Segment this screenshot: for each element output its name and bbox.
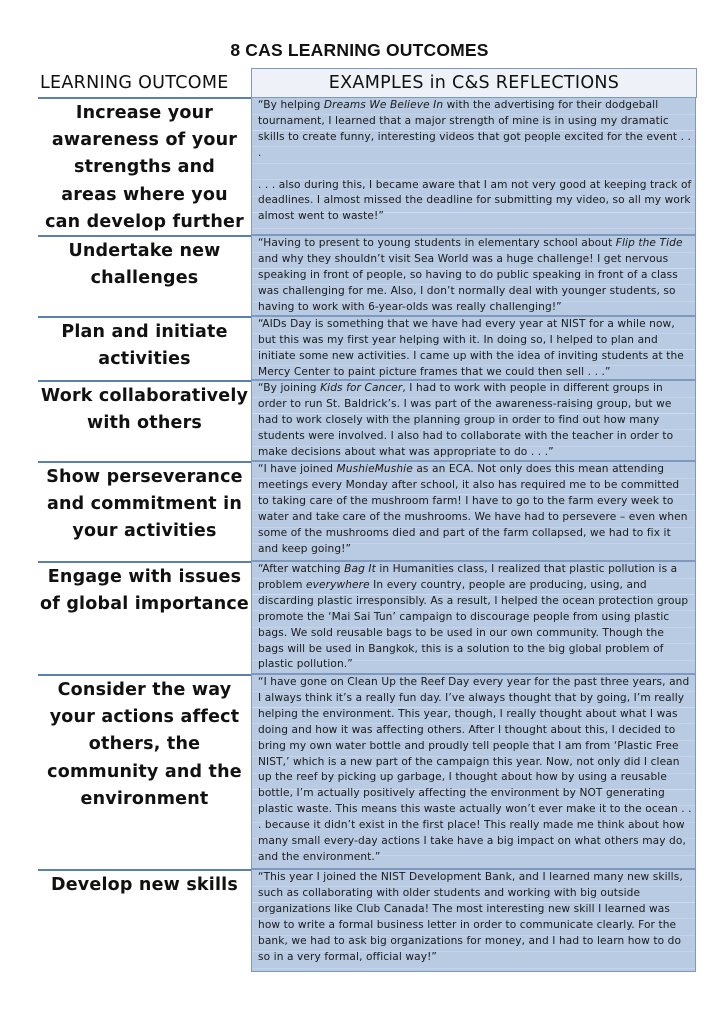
table-row (38, 316, 696, 380)
example-text: “By helping Dreams We Believe In with the advertising for their dodgeball tournament, I learned that a major strength of mine is in using my dramatic skills to create funny, interesting videos that got people excited for the event . . . . . . also during this, I became aware that I am not very good at keeping track of deadlines. I almost missed the deadline for submitting my video, so all my work almost went to waste!” (258, 99, 692, 223)
outcome-cell (38, 380, 251, 461)
example-text: “By joining Kids for Cancer, I had to work with people in different groups in order to run St. Baldrick’s. I was part of the awareness-raising group, but we had to work closely with the planning group in order to find out how many students were involved. I also had to collaborate with the teacher in order to make decisions about what was appropriate to do . . .” (258, 382, 674, 458)
outcome-cell (38, 561, 251, 674)
table-row (38, 235, 696, 316)
example-text: “This year I joined the NIST Development Bank, and I learned many new skills, such as collaborating with older students and working with big outside organizations like Club Canada! The most interesting new skill I learned was how to write a formal business letter in order to communicate clearly. For the bank, we had to ask big organizations for money, and I had to learn how to do so in a very formal, official way!” (258, 871, 683, 963)
table-row (38, 561, 696, 674)
outcome-cell (38, 674, 251, 869)
table-row (38, 97, 696, 235)
example-text: “After watching Bag It in Humanities class, I realized that plastic pollution is a problem everywhere In every country, people are producing, using, and discarding plastic irresponsibly. As a result, I helped the ocean protection group promote the ‘Mai Sai Tun’ campaign to discourage people from using plastic bags. We sold reusable bags to be used in our own community. Though the bags will be used in Bangkok, this is a solution to the big global problem of plastic pollution.” (258, 563, 689, 671)
table-row (38, 461, 696, 561)
example-text: “Having to present to young students in elementary school about Flip the Tide and why they shouldn’t visit Sea World was a huge challenge! I get nervous speaking in front of people, so having to do public speaking in front of a class was challenging for me. Also, I don’t normally deal with younger students, so having to work with 6-year-olds was really challenging!” (258, 237, 683, 313)
table-row (38, 380, 696, 461)
example-cell (251, 97, 696, 235)
outcome-label: Undertake new challenges (68, 241, 221, 289)
outcome-label: Engage with issues of global importance (40, 567, 249, 615)
outcome-cell (38, 235, 251, 316)
outcome-cell (38, 97, 251, 235)
table-row (38, 674, 696, 869)
example-cell (251, 869, 696, 972)
outcome-label: Consider the way your actions affect others, the community and the environment (47, 680, 242, 809)
outcome-cell (38, 316, 251, 380)
example-cell (251, 674, 696, 869)
header-learning-outcome: LEARNING OUTCOME (40, 73, 229, 93)
document-title: 8 CAS LEARNING OUTCOMES (230, 40, 489, 60)
example-cell (251, 316, 696, 380)
example-text: “I have gone on Clean Up the Reef Day every year for the past three years, and I always think it’s a really fun day. I’ve always thought that by going, I’m really helping the environment. This year, though, I really thought about what I was doing and how it was affecting others. After I thought about this, I decided to bring my own water bottle and proudly tell people that I am from ‘Plastic Free NIST,’ which is a new part of the campaign this year. Now, not only did I clean up the reef by picking up garbage, I thought about how by using a reusable bottle, I’m actually positively affecting the environment by NOT generating plastic waste. This means this waste actually won’t ever make it to the ocean . . . because it didn’t exist in the first place! This really made me think about how many small every-day actions I take have a big impact on what others may do, and the environment.” (258, 676, 692, 863)
example-cell (251, 461, 696, 561)
outcome-label: Show perseverance and commitment in your activities (46, 467, 243, 542)
outcome-label: Work collaboratively with others (40, 386, 249, 434)
example-text: “I have joined MushieMushie as an ECA. Not only does this mean attending meetings every Monday after school, it also has required me to be committed to taking care of the mushroom farm! I have to go to the farm every week to water and take care of the mushrooms. We have had to persevere – even when some of the mushrooms died and part of the farm collapsed, we had to fix it and keep going!” (258, 463, 688, 555)
example-cell (251, 235, 696, 316)
outcome-label: Plan and initiate activities (61, 322, 228, 370)
example-text: “AIDs Day is something that we have had every year at NIST for a while now, but this was my first year helping with it. In doing so, I helped to plan and initiate some new activities. I came up with the idea of inviting students at the Mercy Center to paint picture frames that we could then sell . . .” (258, 318, 684, 378)
outcome-label: Develop new skills (51, 875, 238, 895)
example-cell (251, 561, 696, 674)
outcome-cell (38, 869, 251, 972)
table-row (38, 869, 696, 972)
outcome-cell (38, 461, 251, 561)
outcome-label: Increase your awareness of your strengths and areas where you can develop further (45, 103, 244, 232)
header-examples: EXAMPLES in C&S REFLECTIONS (251, 68, 697, 98)
example-cell (251, 380, 696, 461)
